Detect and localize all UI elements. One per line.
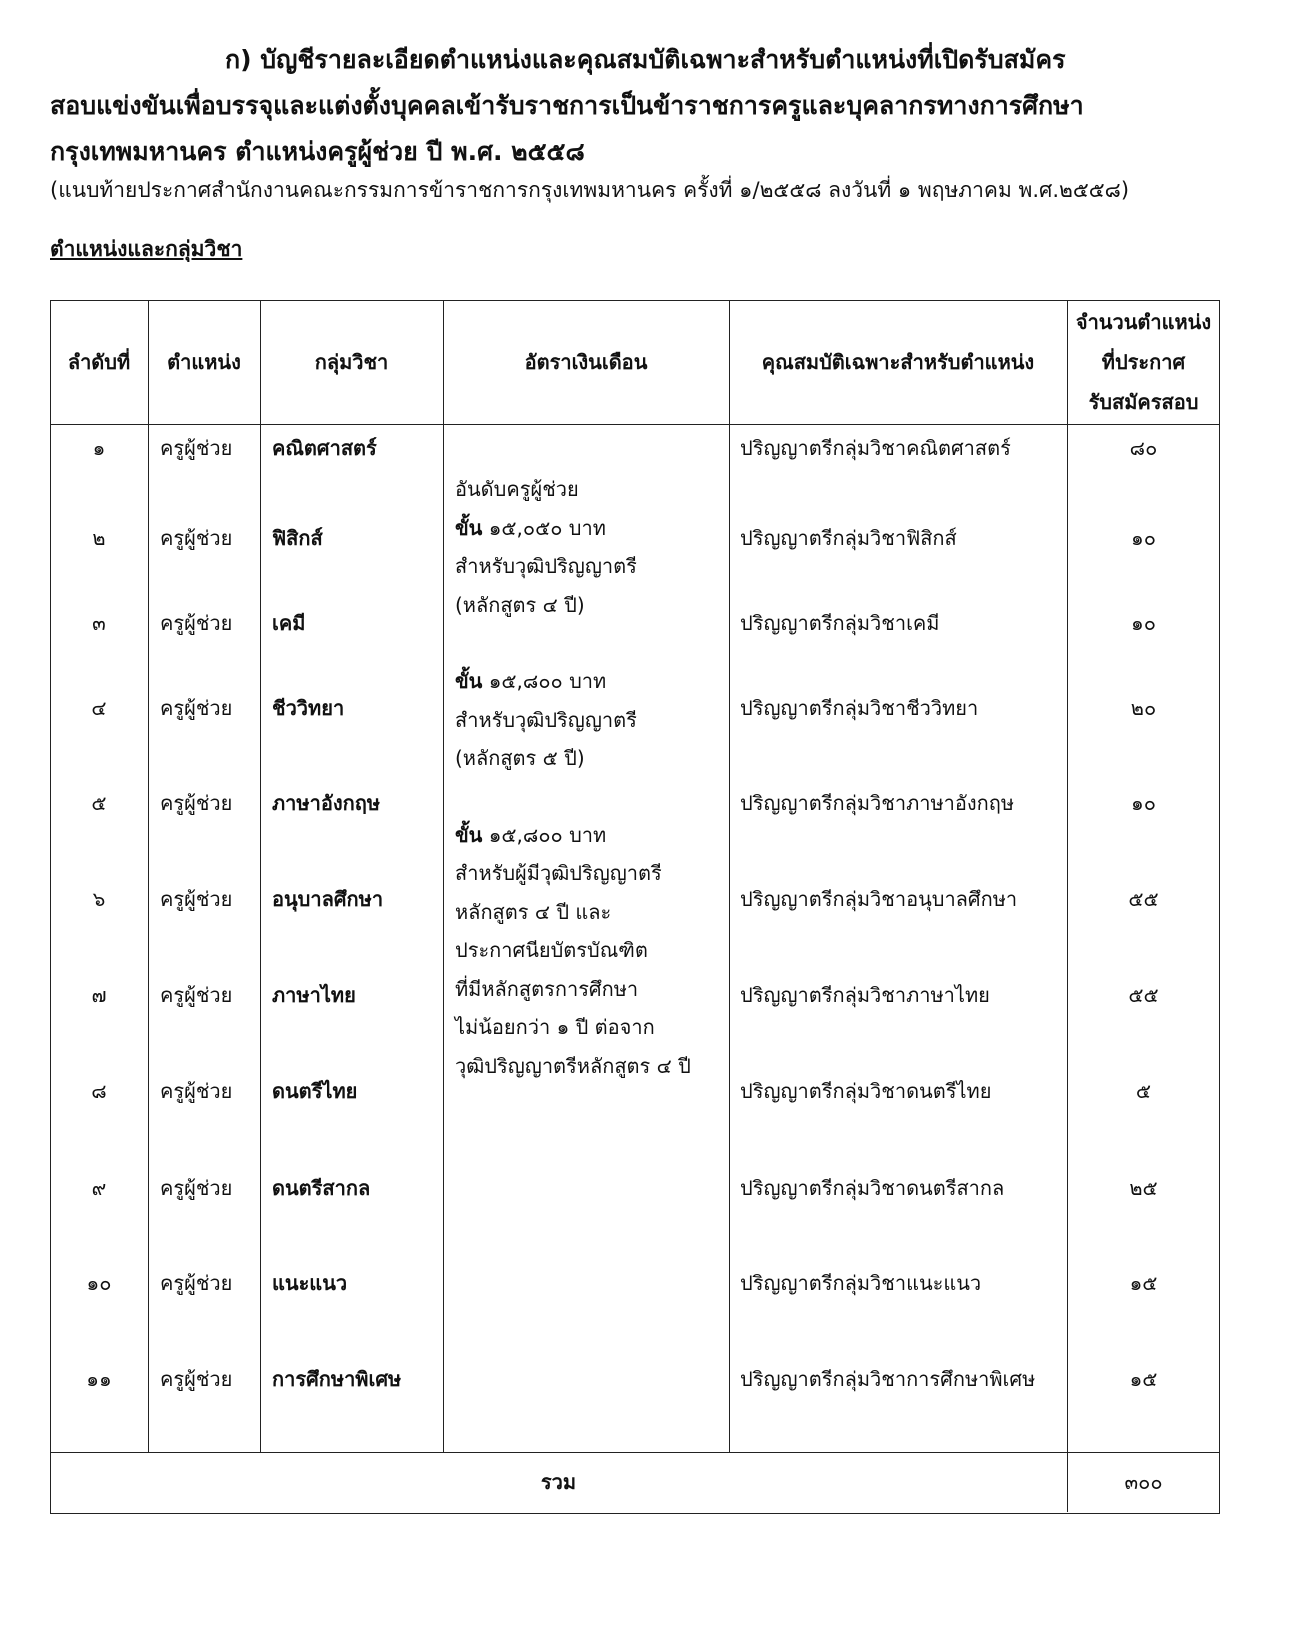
col-divider	[260, 300, 261, 1452]
row-count: ๕๕	[1128, 983, 1159, 1007]
row-position: ครูผู้ช่วย	[160, 526, 233, 550]
salary-tier-2-amount	[455, 662, 725, 701]
header-position: ตำแหน่ง	[167, 350, 241, 374]
title-line-2: สอบแข่งขันเพื่อบรรจุและแต่งตั้งบุคคลเข้ารับราชการเป็นข้าราชการครูและบุคลากรทางการศึกษา	[50, 91, 1084, 120]
row-count: ๕	[1135, 1079, 1152, 1103]
row-position: ครูผู้ช่วย	[160, 611, 233, 635]
salary-rank: อันดับครูผู้ช่วย	[455, 477, 579, 501]
row-qualification: ปริญญาตรีกลุ่มวิชาคณิตศาสตร์	[740, 436, 1011, 460]
salary-tier-1-line: สำหรับวุฒิปริญญาตรี	[455, 554, 637, 578]
header-qualification: คุณสมบัติเฉพาะสำหรับตำแหน่ง	[761, 350, 1035, 374]
row-position: ครูผู้ช่วย	[160, 983, 233, 1007]
title-line-1: ก) บัญชีรายละเอียดตำแหน่งและคุณสมบัติเฉพาะสำหรับตำแหน่งที่เปิดรับสมัคร	[225, 45, 1066, 74]
row-no: ๖	[92, 887, 106, 911]
spacer	[455, 778, 725, 816]
salary-step-label: ขั้น	[455, 822, 483, 847]
row-subject: ฟิสิกส์	[272, 526, 323, 550]
row-position: ครูผู้ช่วย	[160, 1176, 233, 1200]
row-position: ครูผู้ช่วย	[160, 1367, 233, 1391]
row-subject: ภาษาอังกฤษ	[272, 791, 381, 815]
row-qualification: ปริญญาตรีกลุ่มวิชาภาษาอังกฤษ	[740, 791, 1015, 815]
col-divider	[729, 300, 730, 1452]
salary-tier-3-line: วุฒิปริญญาตรีหลักสูตร ๔ ปี	[455, 1053, 691, 1078]
row-subject: การศึกษาพิเศษ	[272, 1367, 402, 1391]
row-no: ๔	[91, 696, 107, 720]
positions-table	[50, 300, 1220, 1514]
total-value: ๓๐๐	[1124, 1470, 1163, 1494]
header-count-line: จำนวนตำแหน่ง	[1075, 310, 1212, 334]
row-qualification: ปริญญาตรีกลุ่มวิชาภาษาไทย	[740, 983, 990, 1007]
row-subject: แนะแนว	[272, 1271, 348, 1295]
row-subject: ชีววิทยา	[272, 696, 345, 720]
salary-description	[455, 470, 725, 1085]
header-count	[1067, 300, 1220, 424]
col-divider	[443, 300, 444, 1452]
row-no: ๑๑	[86, 1367, 112, 1391]
row-count: ๑๐	[1131, 611, 1156, 635]
salary-tier-3-amount	[455, 816, 725, 855]
row-subject: ดนตรีไทย	[272, 1079, 358, 1103]
salary-tier-2-line: สำหรับวุฒิปริญญาตรี	[455, 707, 637, 732]
row-no: ๙	[91, 1176, 107, 1200]
row-qualification: ปริญญาตรีกลุ่มวิชาดนตรีสากล	[740, 1176, 1005, 1200]
row-subject: ดนตรีสากล	[272, 1176, 371, 1200]
row-position: ครูผู้ช่วย	[160, 436, 233, 460]
salary-tier-2-line: (หลักสูตร ๕ ปี)	[455, 746, 585, 770]
salary-tier-3-line: ที่มีหลักสูตรการศึกษา	[455, 976, 639, 1001]
row-count: ๑๐	[1131, 526, 1156, 550]
salary-amount: ๑๕,๘๐๐ บาท	[482, 822, 607, 847]
row-qualification: ปริญญาตรีกลุ่มวิชาฟิสิกส์	[740, 526, 957, 550]
header-no: ลำดับที่	[67, 350, 131, 374]
col-divider	[148, 300, 149, 1452]
salary-tier-3-line: สำหรับผู้มีวุฒิปริญญาตรี	[455, 861, 662, 885]
row-subject: คณิตศาสตร์	[272, 436, 377, 460]
row-no: ๕	[91, 791, 107, 815]
row-no: ๓	[92, 611, 106, 635]
row-no: ๘	[91, 1079, 107, 1103]
row-no: ๗	[91, 983, 107, 1007]
row-no: ๑๐	[86, 1271, 112, 1295]
header-salary: อัตราเงินเดือน	[524, 350, 648, 374]
row-subject: ภาษาไทย	[272, 983, 356, 1007]
row-count: ๑๕	[1129, 1367, 1158, 1391]
salary-amount: ๑๕,๘๐๐ บาท	[482, 669, 607, 693]
salary-tier-1-line: (หลักสูตร ๔ ปี)	[455, 592, 585, 617]
row-no: ๒	[92, 526, 106, 550]
row-position: ครูผู้ช่วย	[160, 791, 233, 815]
row-position: ครูผู้ช่วย	[160, 1079, 233, 1103]
header-subject: กลุ่มวิชา	[314, 350, 389, 374]
row-qualification: ปริญญาตรีกลุ่มวิชาเคมี	[740, 611, 940, 635]
row-position: ครูผู้ช่วย	[160, 696, 233, 720]
row-subject: เคมี	[272, 611, 306, 635]
salary-amount: ๑๕,๐๕๐ บาท	[482, 515, 606, 540]
salary-tier-3-line: หลักสูตร ๔ ปี และ	[455, 899, 612, 924]
row-count: ๘๐	[1129, 436, 1158, 460]
row-qualification: ปริญญาตรีกลุ่มวิชาการศึกษาพิเศษ	[740, 1367, 1036, 1391]
row-qualification: ปริญญาตรีกลุ่มวิชาอนุบาลศึกษา	[740, 887, 1018, 911]
salary-step-label: ขั้น	[455, 669, 483, 693]
row-qualification: ปริญญาตรีกลุ่มวิชาดนตรีไทย	[740, 1079, 992, 1103]
salary-step-label: ขั้น	[455, 515, 483, 540]
header-count-line: ที่ประกาศ	[1101, 350, 1186, 374]
row-position: ครูผู้ช่วย	[160, 887, 233, 911]
row-qualification: ปริญญาตรีกลุ่มวิชาชีววิทยา	[740, 696, 979, 720]
spacer	[455, 624, 725, 662]
salary-tier-1-amount	[455, 509, 725, 548]
row-position: ครูผู้ช่วย	[160, 1271, 233, 1295]
header-divider	[50, 424, 1220, 425]
salary-tier-3-line: ไม่น้อยกว่า ๑ ปี ต่อจาก	[455, 1015, 655, 1039]
row-count: ๒๐	[1130, 696, 1157, 720]
row-qualification: ปริญญาตรีกลุ่มวิชาแนะแนว	[740, 1271, 982, 1295]
row-subject: อนุบาลศึกษา	[272, 887, 384, 911]
header-count-line: รับสมัครสอบ	[1088, 390, 1199, 414]
subtitle: (แนบท้ายประกาศสำนักงานคณะกรรมการข้าราชการกรุงเทพมหานคร ครั้งที่ ๑/๒๕๕๘ ลงวันที่ ๑ พฤษภาคม พ.ศ.๒๕๕๘)	[50, 178, 1130, 202]
title-line-3: กรุงเทพมหานคร ตำแหน่งครูผู้ช่วย ปี พ.ศ. ๒๕๕๘	[50, 137, 585, 166]
total-label: รวม	[540, 1470, 577, 1494]
salary-tier-3-line: ประกาศนียบัตรบัณฑิต	[455, 938, 648, 962]
section-heading: ตำแหน่งและกลุ่มวิชา	[50, 237, 243, 261]
row-count: ๑๐	[1131, 791, 1156, 815]
row-count: ๒๕	[1129, 1176, 1158, 1200]
row-count: ๑๕	[1129, 1271, 1158, 1295]
row-count: ๕๕	[1128, 887, 1159, 911]
row-no: ๑	[92, 436, 106, 460]
